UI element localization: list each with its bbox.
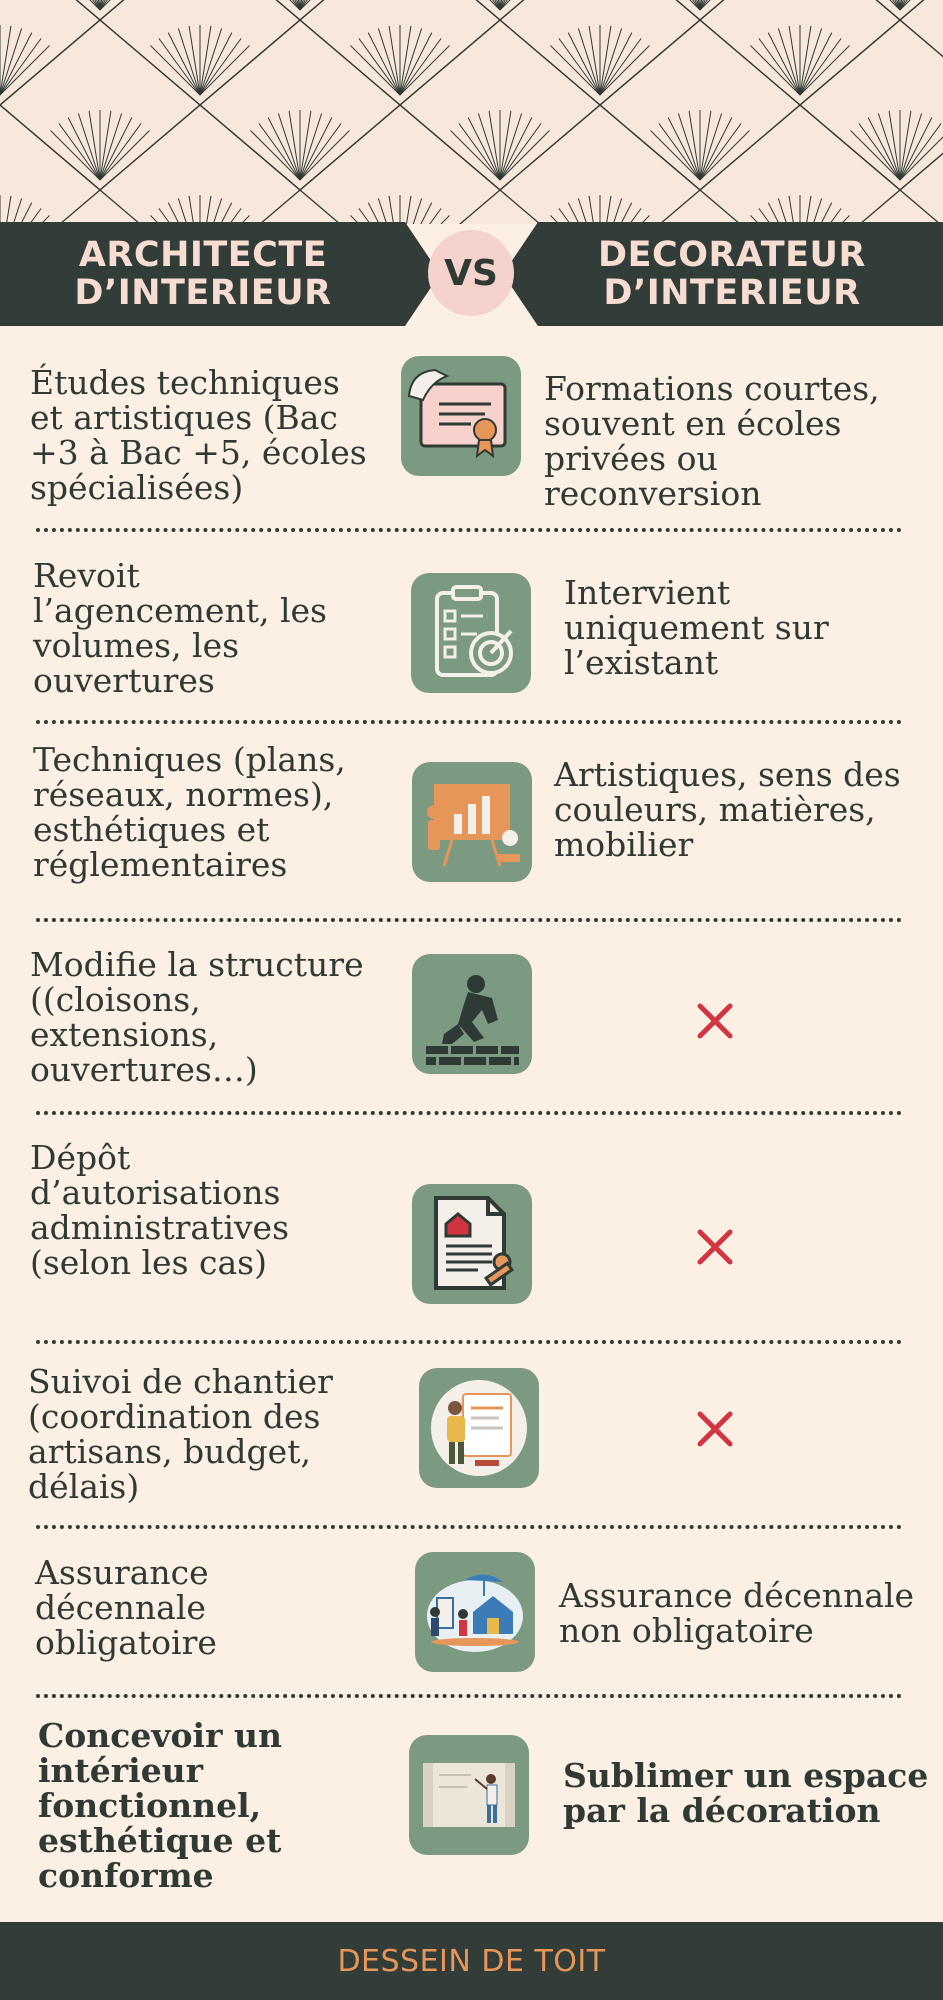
architecte-title — [3, 236, 403, 312]
bricklayer-icon — [412, 954, 532, 1074]
row-2-right-line: l’existant — [564, 643, 719, 682]
interior-designer-icon — [409, 1735, 529, 1855]
art-deco-pattern-header — [0, 0, 943, 224]
row-3-architecte-text — [33, 742, 346, 882]
row-4-left-line: ((cloisons, — [30, 980, 201, 1019]
row-6-left-line: délais) — [28, 1467, 140, 1506]
cross-icon — [694, 1226, 736, 1268]
row-1-right-line: souvent en écoles — [544, 404, 842, 443]
diploma-certificate-icon — [401, 356, 521, 476]
row-8-left-line: conforme — [38, 1856, 214, 1895]
vs-label: VS — [444, 252, 498, 294]
row-8-left-line: intérieur — [38, 1751, 204, 1790]
row-2-decorateur-text — [564, 575, 829, 680]
row-1-architecte-text — [30, 365, 367, 505]
row-separator — [36, 1111, 902, 1115]
row-1-left-line: spécialisées) — [30, 468, 244, 507]
row-1-decorateur-text — [544, 371, 880, 511]
architecte-title-line-2: D’INTERIEUR — [74, 273, 332, 313]
cross-icon — [694, 1000, 736, 1042]
title-banner — [0, 222, 943, 326]
row-1-left-line: Études techniques — [30, 363, 340, 402]
row-5-architecte-text — [30, 1140, 289, 1280]
presentation-board-icon — [412, 762, 532, 882]
row-7-decorateur-text — [559, 1578, 914, 1648]
row-8-right-line: Sublimer un espace — [563, 1756, 929, 1795]
row-3-left-line: réseaux, normes), — [33, 775, 334, 814]
house-insurance-icon — [415, 1552, 535, 1672]
row-4-architecte-text — [30, 947, 364, 1087]
footer-bar — [0, 1922, 943, 2000]
row-7-left-line: obligatoire — [35, 1623, 217, 1662]
decorateur-title — [532, 236, 932, 312]
row-7-architecte-text — [35, 1555, 217, 1660]
row-1-right-line: Formations courtes, — [544, 369, 880, 408]
row-3-left-line: réglementaires — [33, 845, 288, 884]
row-8-decorateur-text — [563, 1758, 928, 1828]
row-5-left-line: d’autorisations — [30, 1173, 281, 1212]
row-4-left-line: Modifie la structure — [30, 945, 364, 984]
row-7-left-line: Assurance — [35, 1553, 209, 1592]
row-1-right-line: privées ou — [544, 439, 718, 478]
row-8-right-line: par la décoration — [563, 1791, 881, 1830]
row-separator — [36, 528, 902, 532]
row-7-left-line: décennale — [35, 1588, 206, 1627]
row-8-left-line: Concevoir un — [38, 1716, 282, 1755]
row-3-left-line: esthétiques et — [33, 810, 270, 849]
row-separator — [36, 720, 902, 724]
row-7-right-line: Assurance décennale — [559, 1576, 915, 1615]
row-2-left-line: Revoit — [33, 556, 140, 595]
footer-brand: DESSEIN DE TOIT — [337, 1943, 606, 1979]
row-5-left-line: (selon les cas) — [30, 1243, 267, 1282]
row-3-left-line: Techniques (plans, — [33, 740, 346, 779]
row-6-left-line: (coordination des — [28, 1397, 321, 1436]
row-1-left-line: +3 à Bac +5, écoles — [30, 433, 367, 472]
row-2-right-line: uniquement sur — [564, 608, 829, 647]
row-3-right-line: couleurs, matières, — [554, 790, 876, 829]
row-8-architecte-text — [38, 1718, 282, 1893]
row-8-left-line: esthétique et — [38, 1821, 282, 1860]
row-5-left-line: Dépôt — [30, 1138, 131, 1177]
vs-badge — [428, 230, 514, 316]
row-3-decorateur-text — [554, 757, 901, 862]
row-separator — [36, 1525, 902, 1529]
row-1-right-line: reconversion — [544, 474, 762, 513]
row-2-architecte-text — [33, 558, 327, 698]
row-4-left-line: extensions, — [30, 1015, 219, 1054]
row-2-right-line: Intervient — [564, 573, 731, 612]
row-6-left-line: Suivoi de chantier — [28, 1362, 333, 1401]
decorateur-title-line-2: D’INTERIEUR — [603, 273, 861, 313]
decorateur-title-line-1: DECORATEUR — [598, 235, 866, 275]
row-5-left-line: administratives — [30, 1208, 290, 1247]
row-2-left-line: ouvertures — [33, 661, 215, 700]
row-3-right-line: mobilier — [554, 825, 694, 864]
row-8-left-line: fonctionnel, — [38, 1786, 262, 1825]
stamped-document-icon — [412, 1184, 532, 1304]
row-separator — [36, 1340, 902, 1344]
site-supervision-icon — [419, 1368, 539, 1488]
row-1-left-line: et artistiques (Bac — [30, 398, 338, 437]
row-6-architecte-text — [28, 1364, 333, 1504]
row-separator — [36, 918, 902, 922]
row-7-right-line: non obligatoire — [559, 1611, 814, 1650]
row-2-left-line: l’agencement, les — [33, 591, 327, 630]
row-4-left-line: ouvertures…) — [30, 1050, 258, 1089]
row-3-right-line: Artistiques, sens des — [554, 755, 901, 794]
row-6-left-line: artisans, budget, — [28, 1432, 311, 1471]
cross-icon — [694, 1408, 736, 1450]
architecte-title-line-1: ARCHITECTE — [78, 235, 328, 275]
row-separator — [36, 1694, 902, 1698]
clipboard-target-icon — [411, 573, 531, 693]
row-2-left-line: volumes, les — [33, 626, 240, 665]
